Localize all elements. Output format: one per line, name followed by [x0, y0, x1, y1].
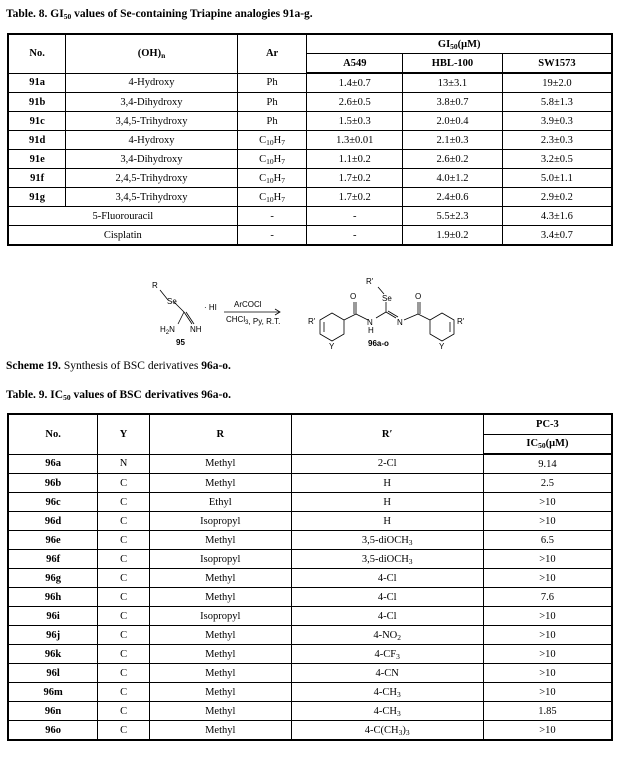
- gi50-a549: -: [307, 226, 403, 246]
- ic50-pc3: >10: [483, 626, 612, 645]
- table9-row: [8, 683, 612, 702]
- ic50-pc3: >10: [483, 607, 612, 626]
- y-atom: C: [98, 702, 150, 721]
- ic50-pc3: 9.14: [483, 454, 612, 474]
- compound-id: 96k: [8, 645, 98, 664]
- table8-reference-row: [8, 207, 612, 226]
- gi50-a549: 1.5±0.3: [307, 112, 403, 131]
- col-no: No.: [8, 34, 66, 73]
- gi50-hbl100: 5.5±2.3: [403, 207, 503, 226]
- ic50-pc3: 1.85: [483, 702, 612, 721]
- r-prime-group: H: [291, 474, 483, 493]
- compound-id: 91d: [8, 131, 66, 150]
- gi50-a549: 1.1±0.2: [307, 150, 403, 169]
- compound-id: 96a: [8, 454, 98, 474]
- table9-row: [8, 454, 612, 474]
- col-pc3: PC-3: [483, 414, 612, 434]
- atom-r: R: [152, 281, 158, 290]
- gi50-a549: 1.7±0.2: [307, 188, 403, 207]
- reference-drug: 5-Fluorouracil: [8, 207, 237, 226]
- compound-id: 96l: [8, 664, 98, 683]
- y-atom: C: [98, 626, 150, 645]
- atom-y-right: Y: [439, 342, 445, 350]
- table8-caption-sub: 50: [63, 12, 72, 21]
- reagent-top: ArCOCl: [234, 300, 262, 309]
- r-group: Methyl: [149, 588, 291, 607]
- reference-drug: Cisplatin: [8, 226, 237, 246]
- ic50-pc3: 6.5: [483, 531, 612, 550]
- oh-substitution: 3,4,5-Trihydroxy: [66, 112, 237, 131]
- table8-caption-prefix: Table. 8. GI: [6, 8, 64, 20]
- table8-row: [8, 93, 612, 112]
- r-group: Methyl: [149, 664, 291, 683]
- col-r-prime: R′: [291, 414, 483, 454]
- compound-id: 96c: [8, 493, 98, 512]
- gi50-hbl100: 2.6±0.2: [403, 150, 503, 169]
- r-prime-group: 3,5-diOCH$_3$: [291, 550, 483, 569]
- atom-n-left: N: [367, 318, 373, 327]
- table8-reference-row: [8, 226, 612, 246]
- r-prime-group: 3,5-diOCH$_3$: [291, 531, 483, 550]
- aryl-group: $C_{10}H_7$: [237, 131, 307, 150]
- r-prime-group: $4-C(CH_3)_3$: [291, 721, 483, 741]
- table8-caption-suffix: values of Se-containing Triapine analogies 91a-g.: [71, 8, 313, 20]
- ic50-pc3: >10: [483, 683, 612, 702]
- compound-id: 96h: [8, 588, 98, 607]
- r-prime-group: 4-Cl: [291, 588, 483, 607]
- compound-id: 91f: [8, 169, 66, 188]
- oh-substitution: 3,4-Dihydroxy: [66, 150, 237, 169]
- r-group: Ethyl: [149, 493, 291, 512]
- table9-caption: [6, 389, 231, 401]
- compound-id: 91c: [8, 112, 66, 131]
- r-group: Methyl: [149, 454, 291, 474]
- oh-substitution: 2,4,5-Trihydroxy: [66, 169, 237, 188]
- r-group: Isopropyl: [149, 512, 291, 531]
- table9: [7, 413, 613, 741]
- r-group: Methyl: [149, 531, 291, 550]
- y-atom: C: [98, 607, 150, 626]
- compound-id: 91b: [8, 93, 66, 112]
- table8-row: [8, 131, 612, 150]
- table8-row: [8, 73, 612, 93]
- ic50-pc3: >10: [483, 664, 612, 683]
- aryl-group: $C_{10}H_7$: [237, 150, 307, 169]
- col-gi50: $GI_{50}(\mu M)$: [307, 34, 612, 54]
- gi50-hbl100: 13±3.1: [403, 73, 503, 93]
- scheme19-caption-text: Synthesis of BSC derivatives: [60, 360, 202, 372]
- compound-id: 96b: [8, 474, 98, 493]
- r-group: Isopropyl: [149, 550, 291, 569]
- r-group: Methyl: [149, 474, 291, 493]
- r-prime-group: $4-CH_3$: [291, 683, 483, 702]
- y-atom: C: [98, 721, 150, 741]
- ic50-pc3: >10: [483, 721, 612, 741]
- ic50-pc3: >10: [483, 569, 612, 588]
- gi50-hbl100: 1.9±0.2: [403, 226, 503, 246]
- table9-caption-suffix: values of BSC derivatives 96a-o.: [70, 389, 231, 401]
- atom-o-left: O: [350, 292, 357, 301]
- r-group: Methyl: [149, 702, 291, 721]
- ic50-pc3: >10: [483, 493, 612, 512]
- y-atom: C: [98, 569, 150, 588]
- oh-substitution: 3,4,5-Trihydroxy: [66, 188, 237, 207]
- y-atom: C: [98, 588, 150, 607]
- gi50-sw1573: 3.9±0.3: [502, 112, 612, 131]
- y-atom: C: [98, 512, 150, 531]
- compound-95-label: 95: [176, 338, 185, 347]
- table9-row: [8, 721, 612, 741]
- atom-nh2: $H_2N$: [160, 325, 175, 336]
- r-group: Methyl: [149, 645, 291, 664]
- atom-nh: NH: [190, 325, 202, 334]
- y-atom: C: [98, 550, 150, 569]
- atom-o-right: O: [415, 292, 422, 301]
- y-atom: N: [98, 454, 150, 474]
- compound-id: 91a: [8, 73, 66, 93]
- aryl-group: $C_{10}H_7$: [237, 169, 307, 188]
- product-label: 96a-o: [368, 339, 389, 348]
- atom-r-prime: R': [366, 277, 374, 286]
- table9-row: [8, 531, 612, 550]
- salt-hi: · HI: [204, 303, 217, 312]
- table9-row: [8, 493, 612, 512]
- r-group: Methyl: [149, 683, 291, 702]
- r-prime-group: 4-CN: [291, 664, 483, 683]
- col-r: R: [149, 414, 291, 454]
- col-oh: $(OH)_n$: [66, 34, 237, 73]
- y-atom: C: [98, 474, 150, 493]
- r-group: Isopropyl: [149, 607, 291, 626]
- table9-caption-prefix: Table. 9. IC: [6, 389, 64, 401]
- gi50-a549: 1.7±0.2: [307, 169, 403, 188]
- table8-caption: [6, 8, 313, 20]
- table8-row: [8, 169, 612, 188]
- y-atom: C: [98, 645, 150, 664]
- col-sw1573: SW1573: [502, 54, 612, 74]
- table8-row: [8, 150, 612, 169]
- r-prime-group: $4-CF_3$: [291, 645, 483, 664]
- reagent-bottom: CHCl$_3$, Py, R.T.: [226, 315, 281, 326]
- r-prime-group: $4-NO_2$: [291, 626, 483, 645]
- table9-row: [8, 645, 612, 664]
- oh-substitution: 3,4-Dihydroxy: [66, 93, 237, 112]
- compound-id: 96j: [8, 626, 98, 645]
- gi50-sw1573: 3.2±0.5: [502, 150, 612, 169]
- gi50-sw1573: 19±2.0: [502, 73, 612, 93]
- compound-id: 96n: [8, 702, 98, 721]
- compound-id: 91g: [8, 188, 66, 207]
- table9-row: [8, 626, 612, 645]
- oh-substitution: 4-Hydroxy: [66, 73, 237, 93]
- r-prime-group: H: [291, 512, 483, 531]
- gi50-sw1573: 2.9±0.2: [502, 188, 612, 207]
- col-no: No.: [8, 414, 98, 454]
- ic50-pc3: >10: [483, 645, 612, 664]
- table9-caption-sub: 50: [63, 393, 71, 402]
- gi50-sw1573: 4.3±1.6: [502, 207, 612, 226]
- atom-r-prime-right: R': [457, 317, 465, 326]
- aryl-group: Ph: [237, 112, 307, 131]
- r-group: Methyl: [149, 569, 291, 588]
- aryl-group: Ph: [237, 93, 307, 112]
- oh-substitution: 4-Hydroxy: [66, 131, 237, 150]
- table9-row: [8, 474, 612, 493]
- compound-id: 96f: [8, 550, 98, 569]
- y-atom: C: [98, 531, 150, 550]
- gi50-hbl100: 2.4±0.6: [403, 188, 503, 207]
- table9-row: [8, 607, 612, 626]
- col-a549: A549: [307, 54, 403, 74]
- gi50-sw1573: 5.0±1.1: [502, 169, 612, 188]
- scheme19-caption-bold: Scheme 19.: [6, 360, 61, 372]
- gi50-hbl100: 2.1±0.3: [403, 131, 503, 150]
- r-group: Methyl: [149, 721, 291, 741]
- ic50-pc3: >10: [483, 550, 612, 569]
- aryl-group: Ph: [237, 73, 307, 93]
- atom-h-left: H: [368, 326, 374, 335]
- gi50-sw1573: 2.3±0.3: [502, 131, 612, 150]
- gi50-sw1573: 5.8±1.3: [502, 93, 612, 112]
- scheme19-drawing: [130, 272, 510, 350]
- atom-r-prime-left: R': [308, 317, 316, 326]
- r-prime-group: 2-Cl: [291, 454, 483, 474]
- aryl-group: -: [237, 226, 307, 246]
- scheme19-caption: [6, 360, 231, 372]
- compound-id: 96d: [8, 512, 98, 531]
- table9-row: [8, 512, 612, 531]
- table8: [7, 33, 613, 246]
- table9-row: [8, 588, 612, 607]
- table9-row: [8, 702, 612, 721]
- gi50-hbl100: 3.8±0.7: [403, 93, 503, 112]
- gi50-a549: 1.4±0.7: [307, 73, 403, 93]
- r-group: Methyl: [149, 626, 291, 645]
- table9-body: [8, 454, 612, 740]
- gi50-sw1573: 3.4±0.7: [502, 226, 612, 246]
- compound-id: 96e: [8, 531, 98, 550]
- r-prime-group: 4-Cl: [291, 607, 483, 626]
- atom-y-left: Y: [329, 342, 335, 350]
- table9-row: [8, 569, 612, 588]
- table8-row: [8, 188, 612, 207]
- ic50-pc3: 2.5: [483, 474, 612, 493]
- r-prime-group: 4-Cl: [291, 569, 483, 588]
- table8-body: [8, 73, 612, 245]
- compound-id: 96i: [8, 607, 98, 626]
- y-atom: C: [98, 664, 150, 683]
- col-ic50: $IC_{50}(\mu M)$: [483, 434, 612, 454]
- atom-se: Se: [167, 297, 177, 306]
- compound-id: 91e: [8, 150, 66, 169]
- aryl-group: $C_{10}H_7$: [237, 188, 307, 207]
- table8-row: [8, 112, 612, 131]
- compound-id: 96o: [8, 721, 98, 741]
- y-atom: C: [98, 683, 150, 702]
- y-atom: C: [98, 493, 150, 512]
- ic50-pc3: 7.6: [483, 588, 612, 607]
- compound-id: 96g: [8, 569, 98, 588]
- gi50-a549: -: [307, 207, 403, 226]
- col-hbl100: HBL-100: [403, 54, 503, 74]
- aryl-group: -: [237, 207, 307, 226]
- atom-n-right: N: [397, 318, 403, 327]
- col-y: Y: [98, 414, 150, 454]
- table9-row: [8, 664, 612, 683]
- gi50-a549: 1.3±0.01: [307, 131, 403, 150]
- scheme19-caption-compound: 96a-o.: [201, 360, 231, 372]
- ic50-pc3: >10: [483, 512, 612, 531]
- col-ar: Ar: [237, 34, 307, 73]
- gi50-hbl100: 4.0±1.2: [403, 169, 503, 188]
- table9-row: [8, 550, 612, 569]
- atom-se-product: Se: [382, 294, 392, 303]
- r-prime-group: $4-CH_3$: [291, 702, 483, 721]
- gi50-hbl100: 2.0±0.4: [403, 112, 503, 131]
- compound-id: 96m: [8, 683, 98, 702]
- r-prime-group: H: [291, 493, 483, 512]
- gi50-a549: 2.6±0.5: [307, 93, 403, 112]
